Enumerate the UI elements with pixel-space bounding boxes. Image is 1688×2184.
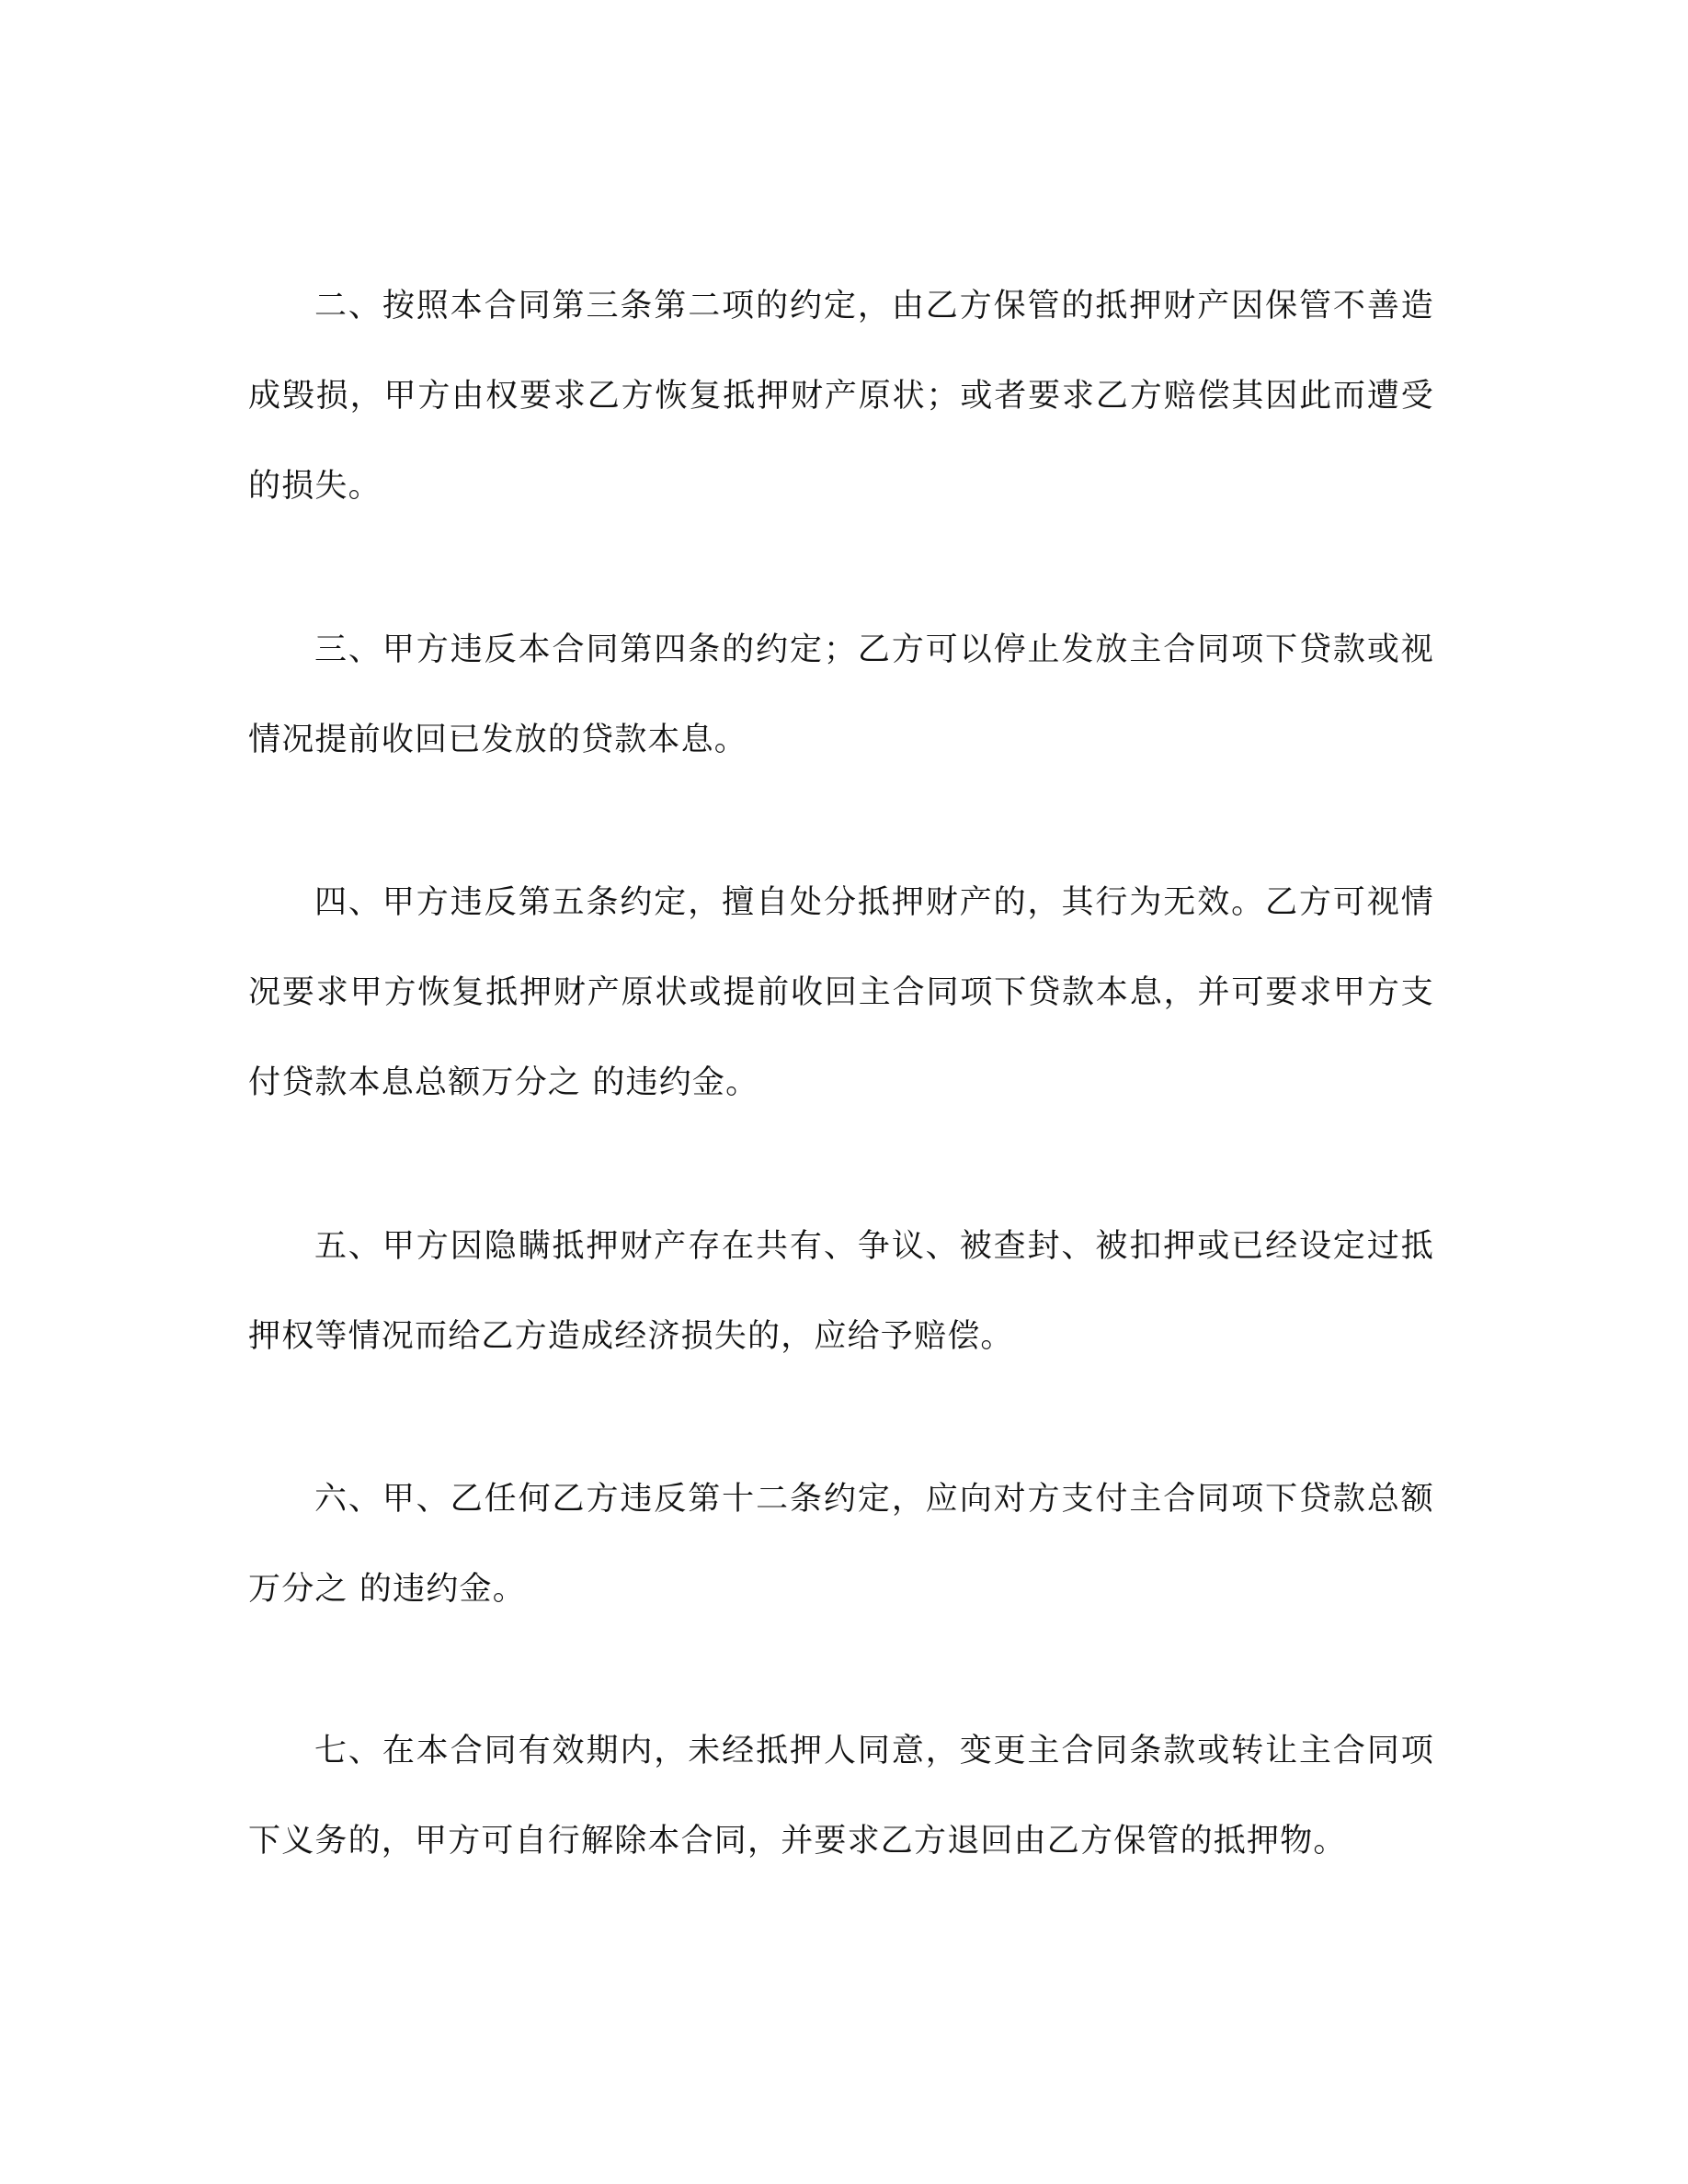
clause-7-paragraph: 七、在本合同有效期内，未经抵押人同意，变更主合同条款或转让主合同项下义务的，甲方可自行解除本合同，并要求乙方退回由乙方保管的抵押物。	[248, 1733, 1434, 1860]
clause-6-paragraph: 六、甲、乙任何乙方违反第十二条约定，应向对方支付主合同项下贷款总额万分之 的违约金。	[248, 1481, 1434, 1608]
clause-3-paragraph: 三、甲方违反本合同第四条的约定；乙方可以停止发放主合同项下贷款或视情况提前收回已发放的贷款本息。	[248, 631, 1434, 758]
clause-2-paragraph: 二、按照本合同第三条第二项的约定，由乙方保管的抵押财产因保管不善造成毁损，甲方由权要求乙方恢复抵押财产原状；或者要求乙方赔偿其因此而遭受的损失。	[248, 288, 1434, 505]
clause-5-paragraph: 五、甲方因隐瞒抵押财产存在共有、争议、被查封、被扣押或已经设定过抵押权等情况而给乙方造成经济损失的，应给予赔偿。	[248, 1228, 1434, 1355]
clause-4-paragraph: 四、甲方违反第五条约定，擅自处分抵押财产的，其行为无效。乙方可视情况要求甲方恢复抵押财产原状或提前收回主合同项下贷款本息，并可要求甲方支付贷款本息总额万分之 的违约金。	[248, 884, 1434, 1101]
